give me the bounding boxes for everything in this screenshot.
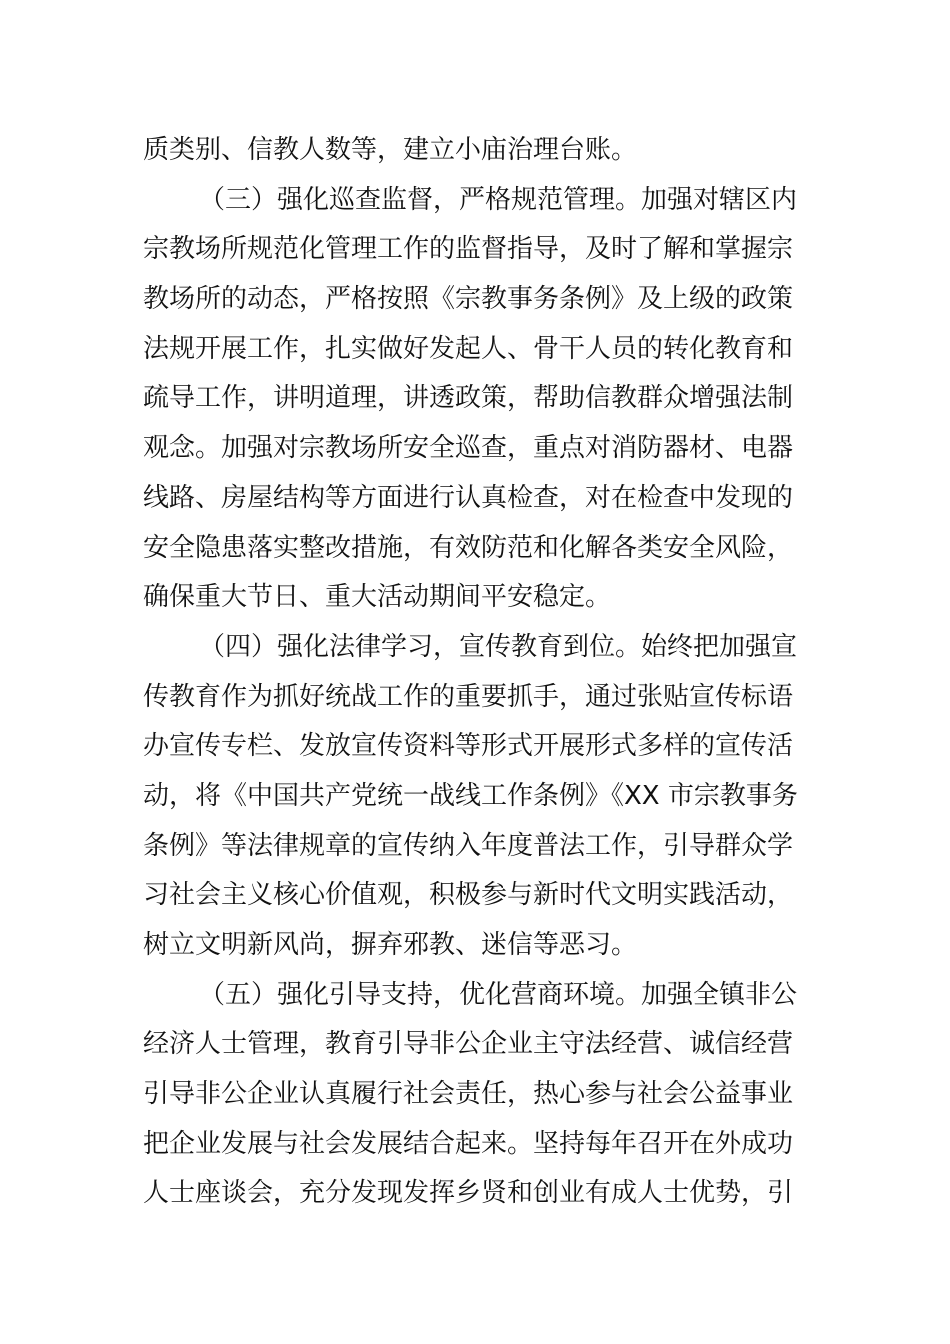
text-line: 条例》等法律规章的宣传纳入年度普法工作，引导群众学 [143, 830, 794, 861]
text-line: 线路、房屋结构等方面进行认真检查，对在检查中发现的 [143, 482, 794, 513]
text-line: 教场所的动态，严格按照《宗教事务条例》及上级的政策 [143, 284, 794, 315]
text-line: 经济人士管理，教育引导非公企业主守法经营、诚信经营 [143, 1029, 794, 1060]
paragraph-heading-line: （五）强化引导支持，优化营商环境。加强全镇非公 [199, 979, 798, 1010]
text-line: 质类别、信教人数等，建立小庙治理台账。 [143, 135, 638, 165]
text-line: 习社会主义核心价值观，积极参与新时代文明实践活动， [143, 880, 794, 911]
text-line: 宗教场所规范化管理工作的监督指导，及时了解和掌握宗 [143, 234, 794, 265]
text-line: 观念。加强对宗教场所安全巡查，重点对消防器材、电器 [143, 433, 794, 464]
text-line: 动，将《中国共产党统一战线工作条例》《XX 市宗教事务 [143, 780, 798, 811]
text-line: 法规开展工作，扎实做好发起人、骨干人员的转化教育和 [143, 333, 794, 364]
text-line: 疏导工作，讲明道理，讲透政策，帮助信教群众增强法制 [143, 383, 794, 414]
text-line: 把企业发展与社会发展结合起来。坚持每年召开在外成功 [143, 1128, 794, 1159]
document-body [143, 126, 807, 1219]
text-line: 引导非公企业认真履行社会责任，热心参与社会公益事业 [143, 1079, 794, 1110]
text-line: 安全隐患落实整改措施，有效防范和化解各类安全风险， [143, 532, 794, 563]
text-line: 人士座谈会，充分发现发挥乡贤和创业有成人士优势，引 [143, 1178, 794, 1209]
paragraph-heading-line: （三）强化巡查监督，严格规范管理。加强对辖区内 [199, 184, 798, 215]
paragraph-heading-line: （四）强化法律学习，宣传教育到位。始终把加强宣 [199, 631, 798, 662]
text-line: 树立文明新风尚，摒弃邪教、迷信等恶习。 [143, 930, 638, 960]
text-line: 确保重大节日、重大活动期间平安稳定。 [143, 582, 612, 613]
text-line: 传教育作为抓好统战工作的重要抓手，通过张贴宣传标语 [143, 681, 794, 712]
text-line: 办宣传专栏、发放宣传资料等形式开展形式多样的宣传活 [143, 731, 794, 762]
